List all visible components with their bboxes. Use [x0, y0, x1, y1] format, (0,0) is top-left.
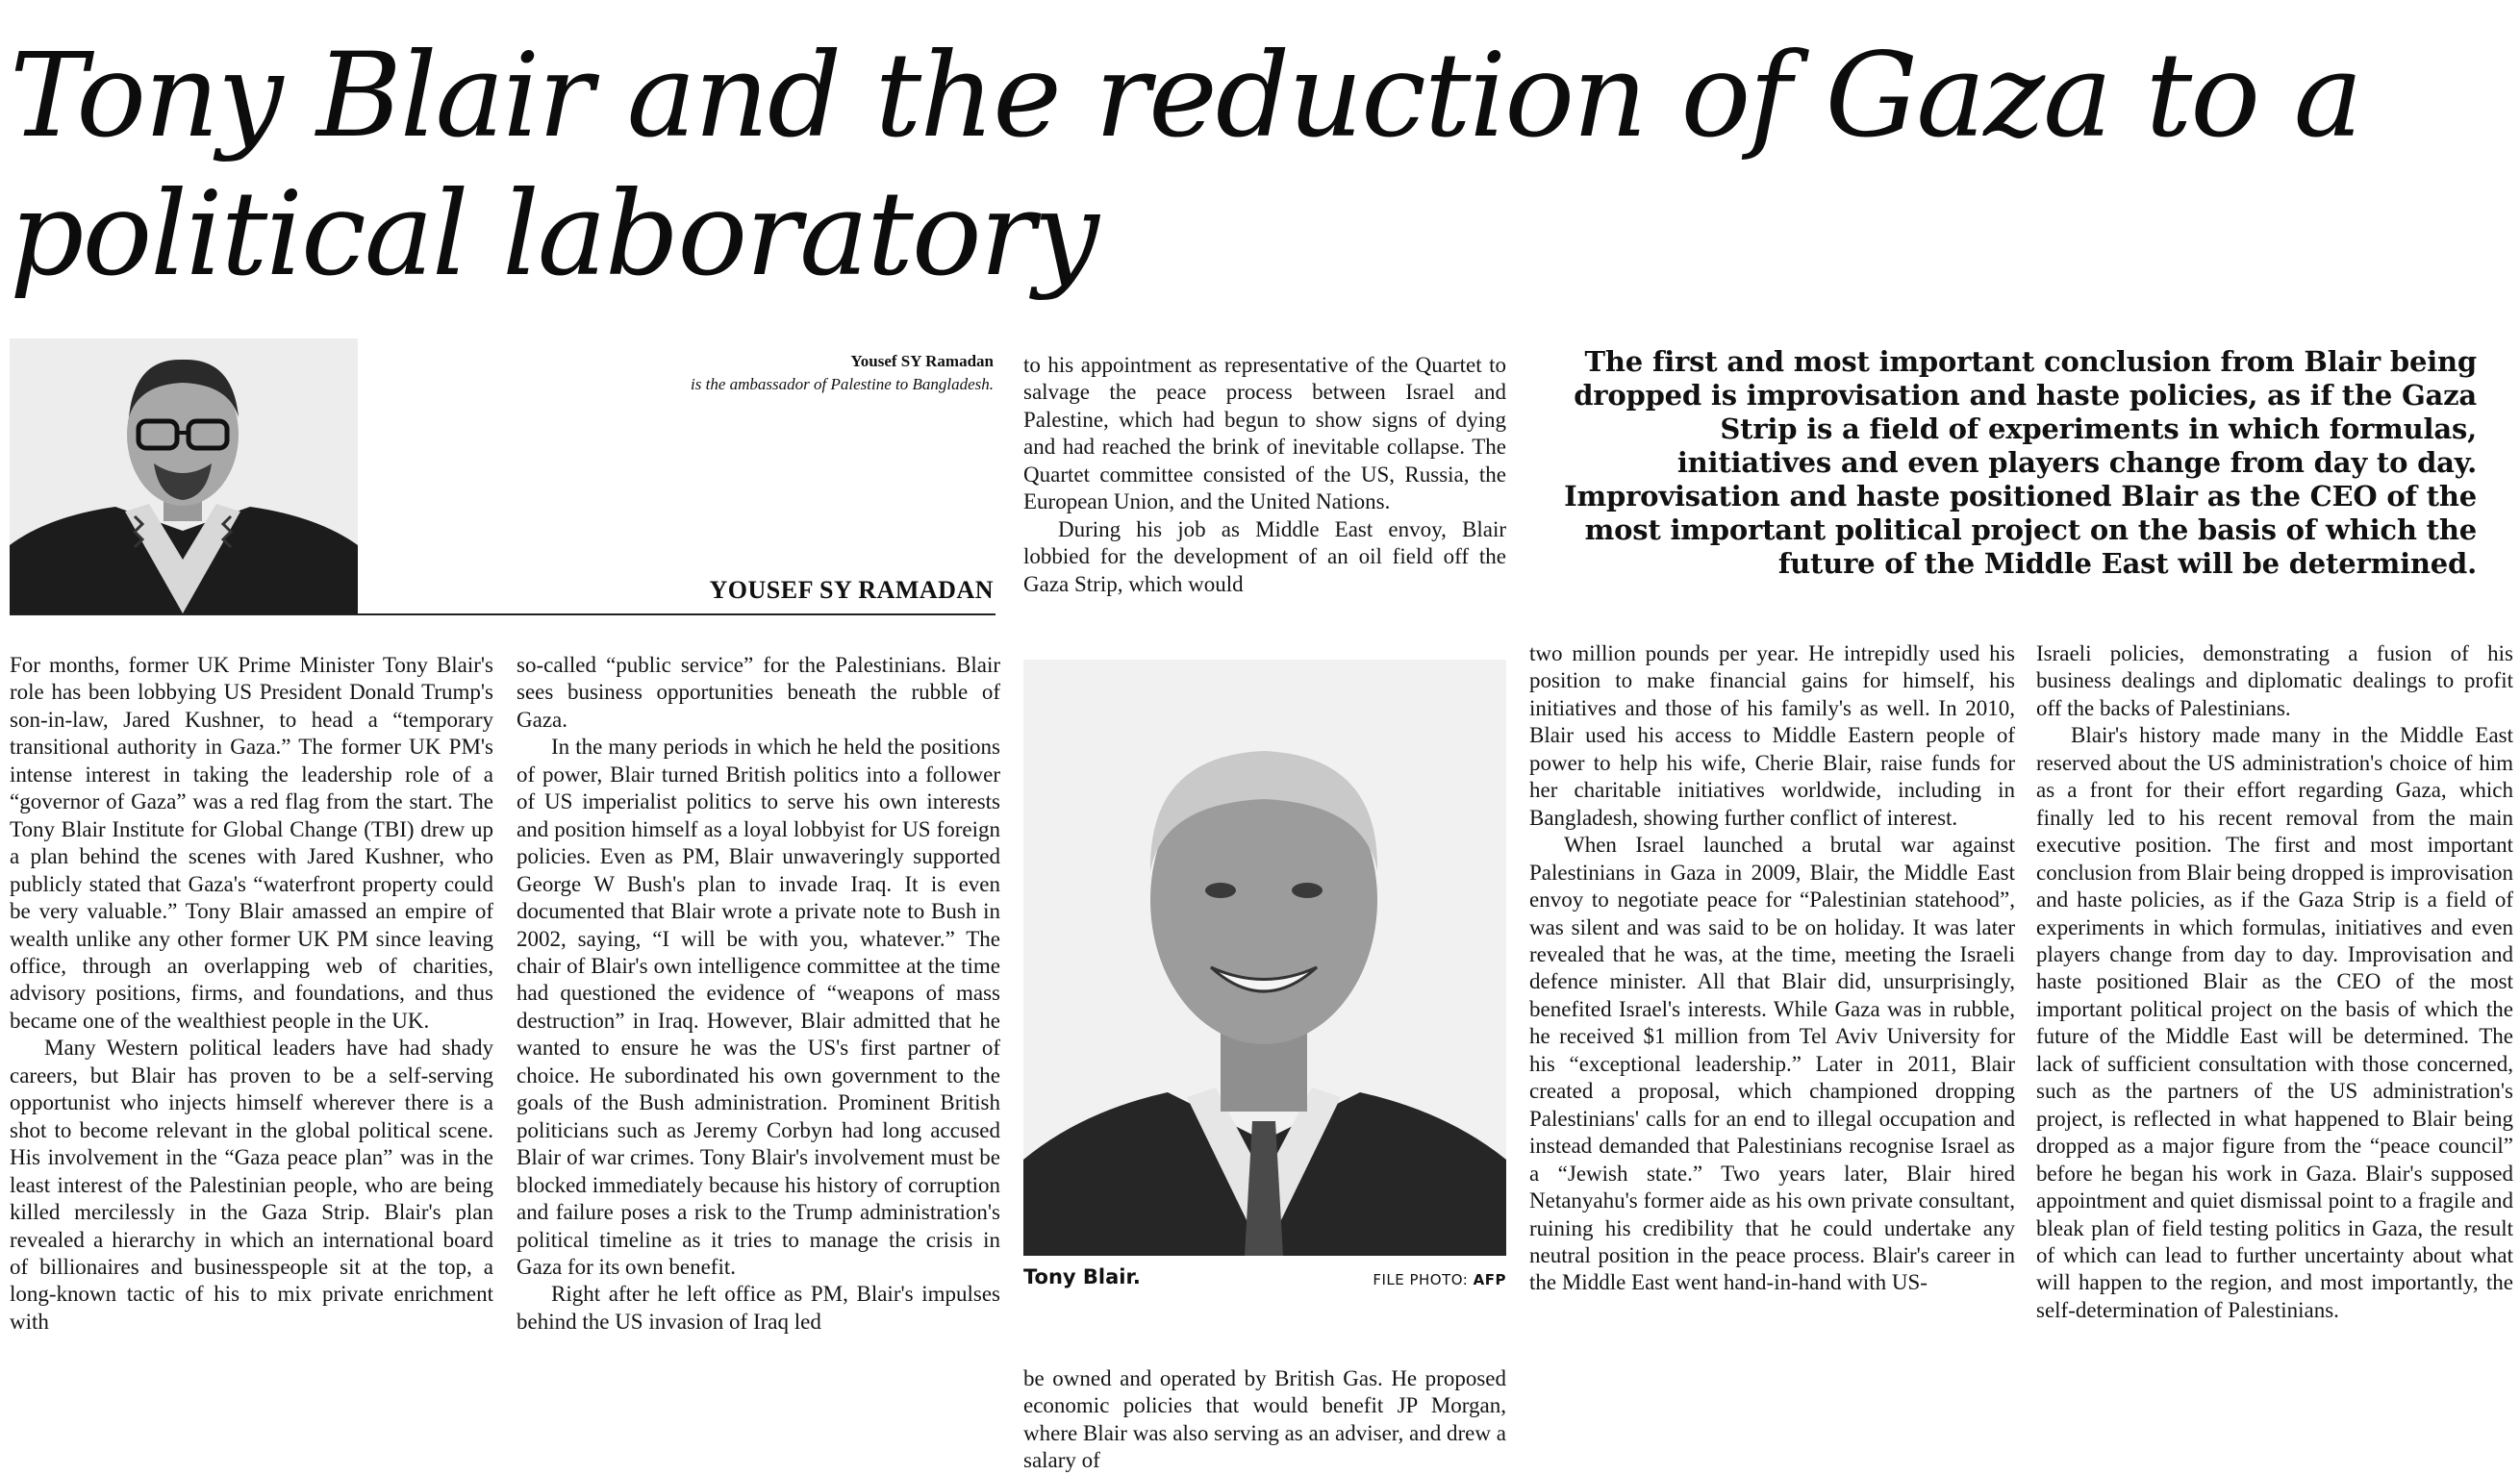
paragraph: to his appointment as representative of the Quartet to salvage the peace process between Israel and Palestine, which had begun to show signs of dying and had reached the brink of inevitable collapse. The Quartet committee consisted of the US, Russia, the European Union, and the United Nations. — [1023, 353, 1506, 514]
paragraph: During his job as Middle East envoy, Blair lobbied for the development of an oil field off the Gaza Strip, which would — [1023, 516, 1506, 596]
byline-name: Yousef SY Ramadan — [850, 352, 994, 370]
tony-blair-photo — [1023, 660, 1506, 1256]
article-column-3-continued — [1023, 1365, 1506, 1475]
article-column-5 — [2036, 640, 2513, 1324]
paragraph: Israeli policies, demonstrating a fusion of his business dealings and diplomatic dealings to profit off the backs of Palestinians. — [2036, 641, 2513, 720]
article-column-3 — [1023, 352, 1506, 598]
author-photo — [10, 338, 358, 613]
paragraph: For months, former UK Prime Minister Tony Blair's role has been lobbying US President Donald Trump's son-in-law, Jared Kushner, to head a “temporary transitional authority in Gaza.” The former UK PM's intense interest in taking the leadership role of a “governor of Gaza” was a red flag from the start. The Tony Blair Institute for Global Change (TBI) drew up a plan behind the scenes with Jared Kushner, who publicly stated that Gaza's “waterfront property could be very valuable.” Tony Blair amassed an empire of wealth unlike any other former UK PM since leaving office, through an overlapping web of charities, advisory positions, firms, and foundations, and thus became one of the wealthiest people in the UK. — [10, 653, 493, 1033]
paragraph: When Israel launched a brutal war against Palestinians in Gaza in 2009, Blair, the Middle East envoy to negotiate peace for “Palestinian statehood”, was silent and was said to be on holiday. It was later revealed that he was, at the time, meeting the Israeli defence minister. All that Blair did, unsurprisingly, benefited Israel's interests. While Gaza was in rubble, he received $1 million from Tel Aviv University for his “exceptional leadership.” Later in 2011, Blair created a proposal, which championed dropping Palestinians' calls for an end to illegal occupation and instead demanded that Palestinians recognise Israel as a “Jewish state.” Two years later, Blair hired Netanyahu's former aide as his own private consultant, ruining his credibility that he could undertake any neutral position in the peace process. Blair's career in the Middle East went hand-in-hand with US- — [1529, 833, 2015, 1295]
byline-role: is the ambassador of Palestine to Bangladesh. — [691, 375, 994, 393]
paragraph: so-called “public service” for the Palestinians. Blair sees business opportunities beneath the rubble of Gaza. — [517, 653, 1000, 732]
paragraph: two million pounds per year. He intrepidly used his position to make financial gains for himself, his initiatives and those of his family's as well. In 2010, Blair used his access to Middle Eastern people of power to help his wife, Cherie Blair, raise funds for her charitable initiatives worldwide, including in Bangladesh, showing further conflict of interest. — [1529, 641, 2015, 830]
headline: Tony Blair and the reduction of Gaza to a political laboratory — [10, 28, 2361, 302]
paragraph: Right after he left office as PM, Blair's impulses behind the US invasion of Iraq led — [517, 1282, 1000, 1334]
paragraph: Many Western political leaders have had shady careers, but Blair has proven to be a self-serving opportunist who injects himself wherever there is a shot to become relevant in the global political scene. His involvement in the “Gaza peace plan” was in the least interest of the Palestinian people, who are being killed mercilessly in the Gaza Strip. Blair's plan revealed a hierarchy in which an international board of billionaires and businesspeople sit at the top, a long-known tactic of his to mix private enrichment with — [10, 1036, 493, 1334]
photo-caption: Tony Blair. — [1023, 1265, 1141, 1288]
article-column-1 — [10, 652, 493, 1336]
paragraph: be owned and operated by British Gas. He proposed economic policies that would benefit JP Morgan, where Blair was also serving as an adviser, and drew a salary of — [1023, 1366, 1506, 1473]
article-column-4 — [1529, 640, 2015, 1297]
photo-credit: FILE PHOTO: AFP — [1373, 1271, 1506, 1288]
paragraph: In the many periods in which he held the positions of power, Blair turned British politics into a follower of US imperialist politics to serve his own interests and position himself as a loyal lobbyist for US foreign policies. Even as PM, Blair unwaveringly supported George W Bush's plan to invade Iraq. It is even documented that Blair wrote a private note to Bush in 2002, saying, “I will be with you, whatever.” The chair of Blair's own intelligence committee at the time had questioned the evidence of “weapons of mass destruction” in Iraq. However, Blair admitted that he wanted to ensure he was the US's first partner of choice. He subordinated his own government to the goals of the Bush administration. Prominent British politicians such as Jeremy Corbyn had long accused Blair of war crimes. Tony Blair's involvement must be blocked immediately because his history of corruption and failure poses a risk to the Trump administration's political timeline as it tries to manage the crisis in Gaza for its own benefit. — [517, 735, 1000, 1279]
article-column-2 — [517, 652, 1000, 1336]
byline-rule — [10, 613, 995, 615]
paragraph: Blair's history made many in the Middle East reserved about the US administration's choice of him as a front for their effort regarding Gaza, which finally led to his recent removal from the main executive position. The first and most important conclusion from Blair being dropped is improvisation and haste policies, as if the Gaza Strip is a field of experiments in which formulas, initiatives and even players change from day to day. Improvisation and haste positioned Blair as the CEO of the most important political project on the basis of which the future of the Middle East will be determined. The lack of sufficient consultation with those concerned, such as the partners of the US administration's project, is reflected in what happened to Blair being dropped as a major figure from the “peace council” before he began his work in Gaza. Blair's supposed appointment and quiet dismissal point to a fragile and bleak plan of field testing politics in Gaza, the result of which can lead to further uncertainty about what will happen to the region, and most importantly, the self-determination of Palestinians. — [2036, 723, 2513, 1322]
byline-name-caps: YOUSEF SY RAMADAN — [709, 576, 994, 604]
pull-quote: The first and most important conclusion from Blair being dropped is improvisation and haste policies, as if the Gaza Strip is a field of experiments in which formulas, initiatives and even players change from day to day. Improvisation and haste positioned Blair as the CEO of the most important political project on the basis of which the future of the Middle East will be determined. — [1564, 345, 2477, 580]
